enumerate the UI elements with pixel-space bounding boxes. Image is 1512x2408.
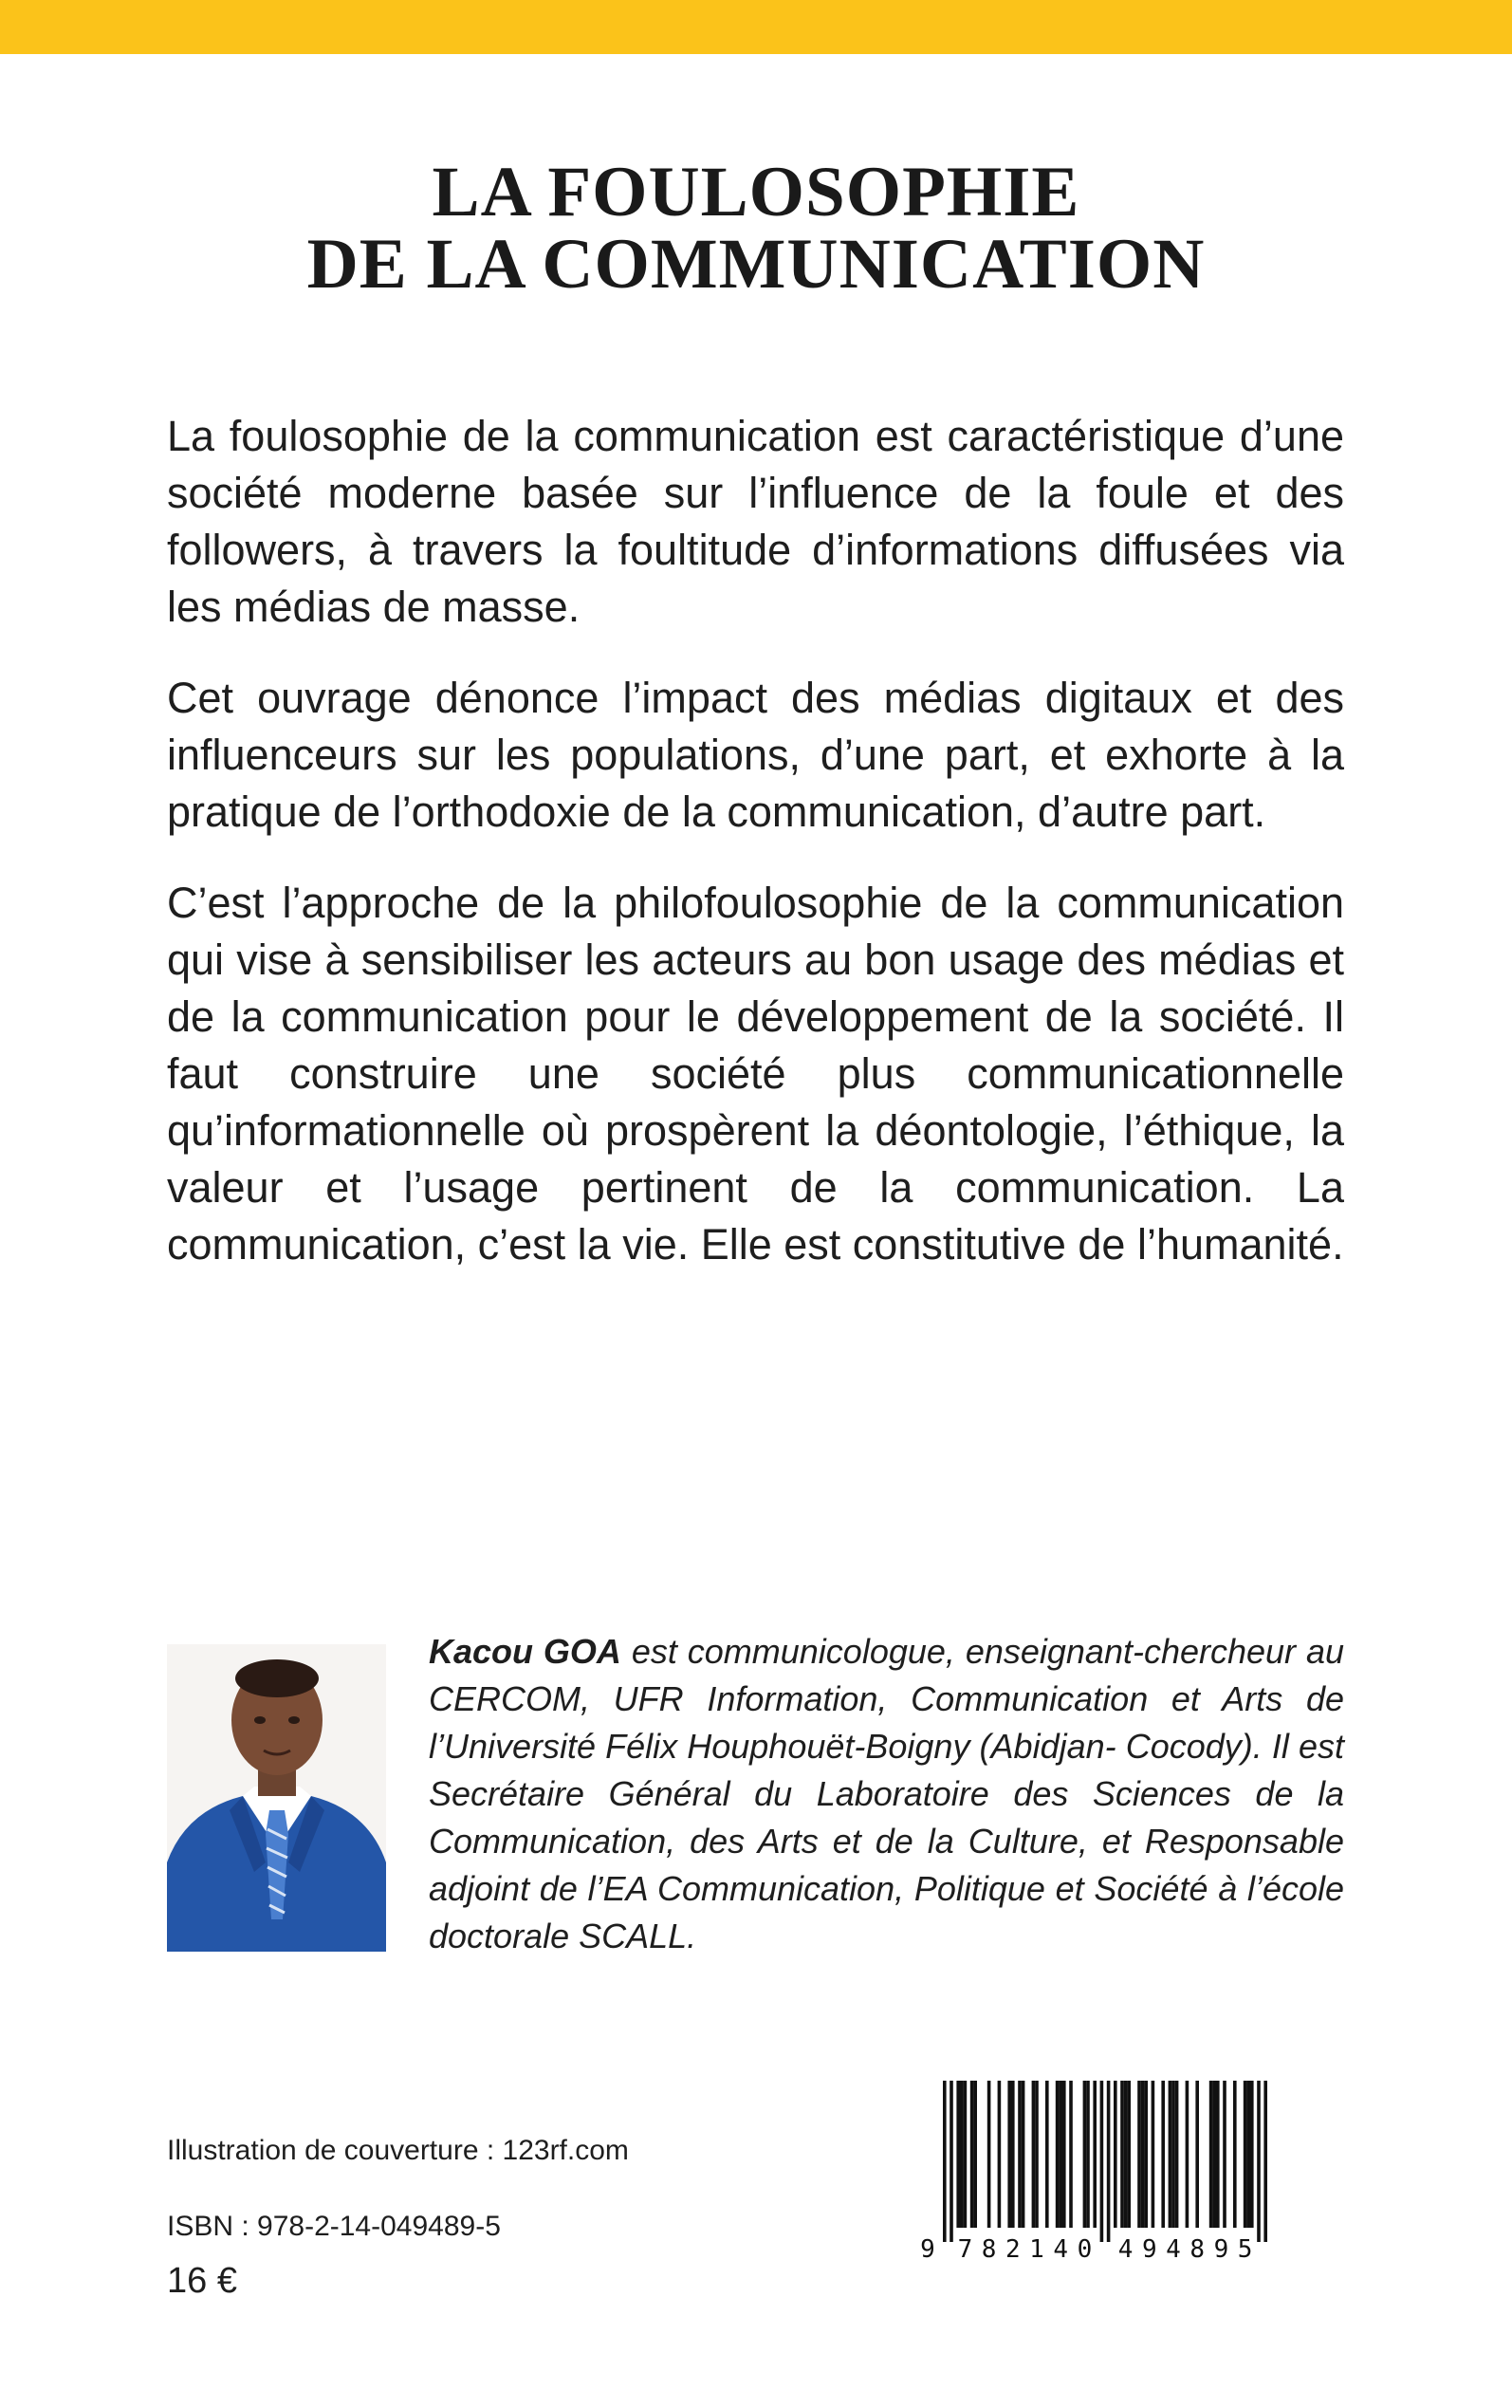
title-line-2: DE LA COMMUNICATION	[306, 225, 1206, 304]
barcode-bar	[1152, 2081, 1155, 2228]
title-line-1: LA FOULOSOPHIE	[432, 153, 1080, 232]
barcode-digit: 0	[1077, 2235, 1093, 2261]
isbn-text: ISBN : 978-2-14-049489-5	[167, 2211, 501, 2242]
barcode-bar	[1244, 2081, 1247, 2228]
barcode-bar	[943, 2081, 947, 2242]
barcode-bar	[1216, 2081, 1220, 2228]
barcode-bar	[970, 2081, 974, 2228]
barcode-bar	[1022, 2081, 1025, 2228]
barcode-digits	[920, 2235, 1252, 2261]
author-bio	[429, 1628, 1344, 1960]
barcode-bar	[1161, 2081, 1165, 2228]
barcode-digit: 4	[1053, 2235, 1069, 2261]
barcode-bar	[1257, 2081, 1261, 2242]
author-name: Kacou GOA	[429, 1632, 621, 1671]
barcode-bar	[1032, 2081, 1036, 2228]
barcode-bar	[1035, 2081, 1039, 2228]
barcode-bar	[960, 2081, 964, 2228]
blurb-paragraph-1: La foulosophie de la communication est caractéristique d’une société moderne basée sur l’influence de la foule et des followers, à travers la foultitude d’informations diffusées via les médias de masse.	[167, 412, 1344, 631]
barcode-bar	[1107, 2081, 1111, 2242]
barcode-bar	[1059, 2081, 1062, 2228]
barcode-bar	[1141, 2081, 1145, 2228]
barcode-bar	[1212, 2081, 1216, 2228]
barcode-digit: 9	[1213, 2235, 1229, 2261]
barcode-bar	[1250, 2081, 1254, 2228]
barcode	[920, 2081, 1300, 2261]
barcode-bar	[1175, 2081, 1179, 2228]
barcode-bar	[1233, 2081, 1237, 2228]
barcode-bar	[1056, 2081, 1060, 2228]
barcode-bar	[1137, 2081, 1141, 2228]
barcode-bar	[1209, 2081, 1213, 2228]
barcode-digit: 5	[1237, 2235, 1253, 2261]
barcode-bar	[950, 2081, 953, 2242]
barcode-digit: 8	[1189, 2235, 1206, 2261]
barcode-bar	[1223, 2081, 1226, 2228]
barcode-bars	[943, 2081, 1267, 2242]
barcode-bar	[1195, 2081, 1199, 2228]
barcode-digit: 9	[1141, 2235, 1157, 2261]
back-cover-blurb	[167, 408, 1344, 1307]
barcode-bar	[1120, 2081, 1124, 2228]
barcode-bar	[1007, 2081, 1011, 2228]
barcode-digit: 4	[1117, 2235, 1134, 2261]
author-portrait-icon	[167, 1644, 386, 1952]
price-text: 16 €	[167, 2261, 237, 2301]
barcode-bar	[1100, 2081, 1104, 2242]
barcode-digit: 4	[1166, 2235, 1181, 2261]
barcode-bar	[1083, 2081, 1087, 2228]
author-photo	[167, 1644, 386, 1952]
barcode-bar	[1011, 2081, 1015, 2228]
author-bio-text: est communicologue, enseignant-chercheur au CERCOM, UFR Information, Communication et Arts de l’Université Félix Houphouët-Boigny (Abidjan- Cocody). Il est Secrétaire Général du Laboratoire des Sciences de la Communication, des Arts et de la Culture, et Responsable adjoint de l’EA Communication, Politique et Société à l’école doctorale SCALL.	[429, 1632, 1344, 1955]
barcode-bar	[1062, 2081, 1066, 2228]
barcode-bar	[1086, 2081, 1090, 2228]
barcode-bar	[1144, 2081, 1148, 2228]
barcode-digit: 7	[957, 2235, 973, 2261]
barcode-bar	[1114, 2081, 1117, 2228]
barcode-bar	[1093, 2081, 1097, 2228]
barcode-bar	[1169, 2081, 1172, 2228]
barcode-bar	[998, 2081, 1002, 2228]
barcode-bar	[973, 2081, 977, 2228]
barcode-bar	[1045, 2081, 1049, 2228]
barcode-bar	[964, 2081, 968, 2228]
barcode-bar	[1069, 2081, 1073, 2228]
barcode-bar	[1171, 2081, 1175, 2228]
barcode-bar	[1018, 2081, 1022, 2228]
barcode-digit: 8	[981, 2235, 997, 2261]
barcode-bar	[987, 2081, 991, 2228]
book-title	[0, 153, 1512, 304]
cover-credit: Illustration de couverture : 123rf.com	[167, 2135, 629, 2166]
barcode-bar	[1246, 2081, 1250, 2228]
barcode-digit: 9	[920, 2235, 935, 2261]
barcode-bar	[956, 2081, 960, 2228]
top-color-band	[0, 0, 1512, 54]
barcode-bar	[1186, 2081, 1189, 2228]
barcode-digit: 1	[1029, 2235, 1044, 2261]
barcode-bar	[1127, 2081, 1131, 2228]
barcode-bar	[1124, 2081, 1128, 2228]
blurb-paragraph-2: Cet ouvrage dénonce l’impact des médias digitaux et des influenceurs sur les populations, d’une part, et exhorte à la pratique de l’orthodoxie de la communication, d’autre part.	[167, 674, 1344, 836]
barcode-bar	[1263, 2081, 1267, 2242]
blurb-paragraph-3: C’est l’approche de la philofoulosophie de la communication qui vise à sensibiliser les acteurs au bon usage des médias et de la communication pour le développement de la société. Il faut construire une société plus communicationnelle qu’informationnelle où prospèrent la déontologie, l’éthique, la valeur et l’usage pertinent de la communication. La communication, c’est la vie. Elle est constitutive de l’humanité.	[167, 879, 1344, 1269]
barcode-digit: 2	[1005, 2235, 1021, 2261]
